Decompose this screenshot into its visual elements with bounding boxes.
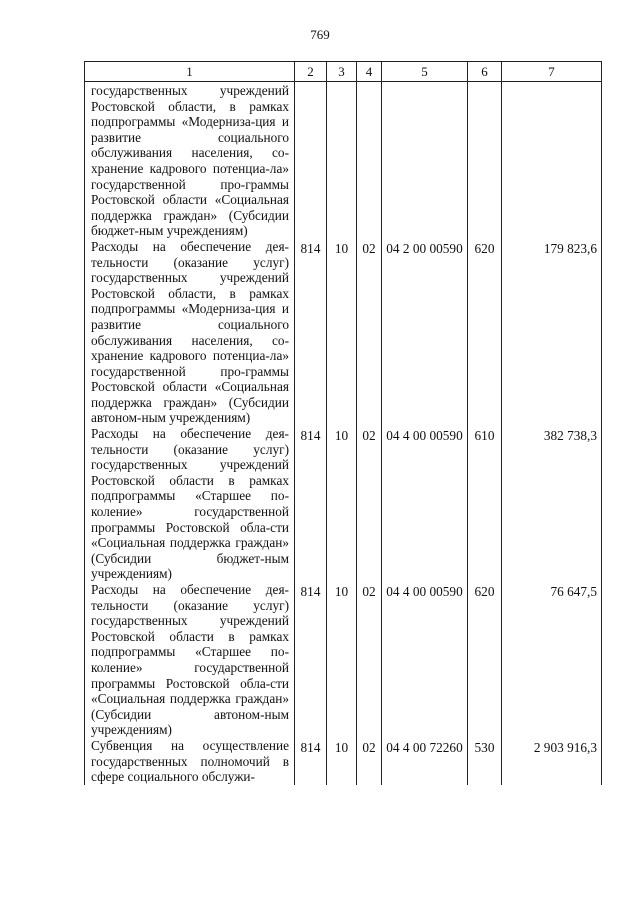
column-header: 1 bbox=[85, 62, 295, 82]
column-header: 2 bbox=[295, 62, 327, 82]
table-row bbox=[85, 738, 602, 785]
row-section: 10 bbox=[327, 239, 357, 426]
row-expense-type: 530 bbox=[468, 738, 502, 785]
table-row bbox=[85, 82, 602, 239]
row-description: Расходы на обеспечение дея-тельности (оказание услуг) государственных учреждений Ростовской области в рамках подпрограммы «Старшее по-коление» государственной программы Ростовской обла-сти «Социальная поддержка граждан» (Субсидии бюджет-ным учреждениям) bbox=[85, 426, 295, 582]
column-header: 6 bbox=[468, 62, 502, 82]
row-target-article bbox=[382, 82, 468, 239]
row-section: 10 bbox=[327, 738, 357, 785]
row-section bbox=[327, 82, 357, 239]
row-amount: 76 647,5 bbox=[502, 582, 602, 738]
row-amount: 382 738,3 bbox=[502, 426, 602, 582]
row-subsection bbox=[357, 82, 382, 239]
column-header: 7 bbox=[502, 62, 602, 82]
row-ministry: 814 bbox=[295, 738, 327, 785]
row-subsection: 02 bbox=[357, 582, 382, 738]
budget-table bbox=[84, 61, 602, 785]
row-ministry: 814 bbox=[295, 426, 327, 582]
column-header: 3 bbox=[327, 62, 357, 82]
row-section: 10 bbox=[327, 582, 357, 738]
row-amount: 2 903 916,3 bbox=[502, 738, 602, 785]
row-ministry bbox=[295, 82, 327, 239]
table-row bbox=[85, 582, 602, 738]
table-row bbox=[85, 426, 602, 582]
row-description: Расходы на обеспечение дея-тельности (оказание услуг) государственных учреждений Ростовской области в рамках подпрограммы «Старшее по-коление» государственной программы Ростовской обла-сти «Социальная поддержка граждан» (Субсидии автоном-ным учреждениям) bbox=[85, 582, 295, 738]
row-amount bbox=[502, 82, 602, 239]
table-row bbox=[85, 239, 602, 426]
row-subsection: 02 bbox=[357, 239, 382, 426]
row-target-article: 04 2 00 00590 bbox=[382, 239, 468, 426]
row-target-article: 04 4 00 00590 bbox=[382, 426, 468, 582]
row-expense-type bbox=[468, 82, 502, 239]
row-expense-type: 620 bbox=[468, 582, 502, 738]
column-header: 4 bbox=[357, 62, 382, 82]
row-amount: 179 823,6 bbox=[502, 239, 602, 426]
row-description: Субвенция на осуществление государственных полномочий в сфере социального обслужи- bbox=[85, 738, 295, 785]
column-header: 5 bbox=[382, 62, 468, 82]
row-expense-type: 620 bbox=[468, 239, 502, 426]
row-target-article: 04 4 00 72260 bbox=[382, 738, 468, 785]
row-expense-type: 610 bbox=[468, 426, 502, 582]
row-ministry: 814 bbox=[295, 239, 327, 426]
row-ministry: 814 bbox=[295, 582, 327, 738]
table-header-row bbox=[85, 62, 602, 82]
row-section: 10 bbox=[327, 426, 357, 582]
row-description: Расходы на обеспечение дея-тельности (оказание услуг) государственных учреждений Ростовской области, в рамках подпрограммы «Модерниза-ция и развитие социального обслуживания населения, со-хранение кадрового потенциа-ла» государственной про-граммы Ростовской области «Социальная поддержка граждан» (Субсидии автоном-ным учреждениям) bbox=[85, 239, 295, 426]
row-subsection: 02 bbox=[357, 426, 382, 582]
row-description: государственных учреждений Ростовской области, в рамках подпрограммы «Модерниза-ция и развитие социального обслуживания населения, со-хранение кадрового потенциа-ла» государственной про-граммы Ростовской области «Социальная поддержка граждан» (Субсидии бюджет-ным учреждениям) bbox=[85, 82, 295, 239]
page-number: 769 bbox=[310, 27, 330, 42]
row-subsection: 02 bbox=[357, 738, 382, 785]
row-target-article: 04 4 00 00590 bbox=[382, 582, 468, 738]
